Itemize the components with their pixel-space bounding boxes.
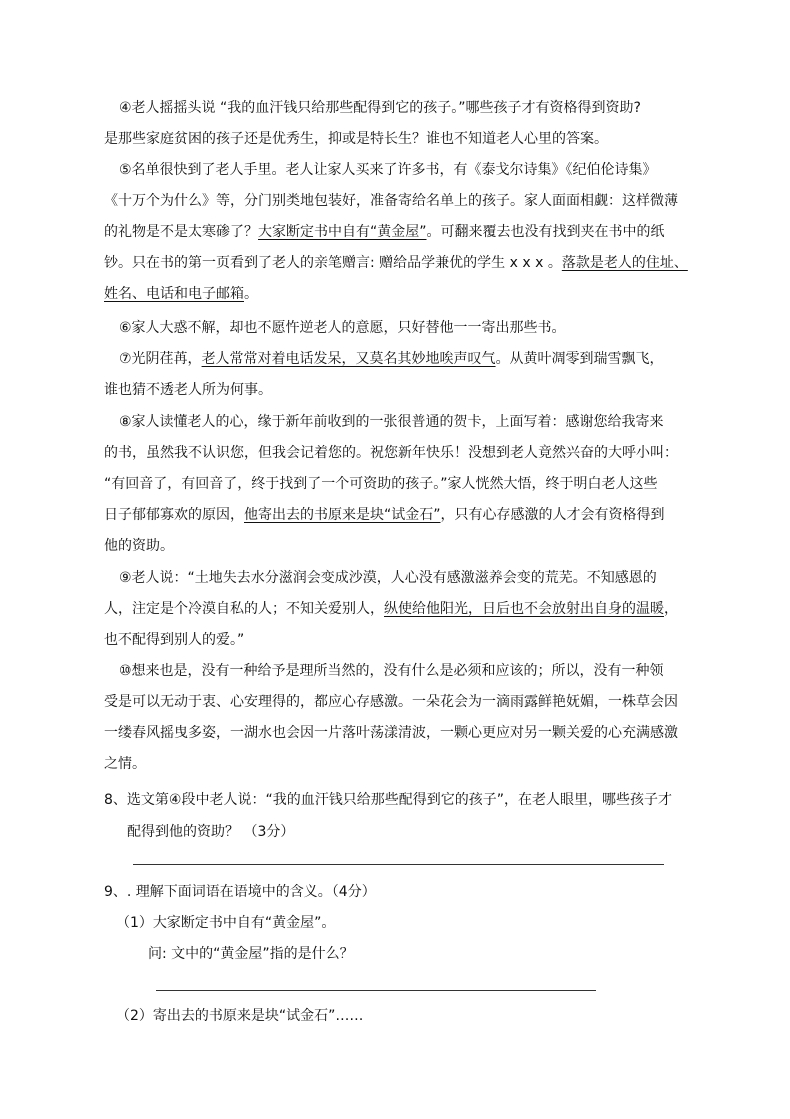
question-9-sub-2: （2）寄出去的书原来是块“试金石”…… [116, 1008, 364, 1024]
text-segment: 日子郁郁寡欢的原因， [104, 507, 244, 523]
answer-line-q8[interactable] [133, 864, 664, 865]
paragraph-10-line-2: 受是可以无动于衷、心安理得的，都应心存感激。一朵花会为一滴雨露鲜艳妩媚，一株草会因 [104, 694, 678, 710]
paragraph-4-line-1: ④老人摇摇头说 “我的血汗钱只给那些配得到它的孩子。”哪些孩子才有资格得到资助? [119, 100, 641, 116]
underlined-phrase-golden-house: 大家断定书中自有“黄金屋” [258, 224, 427, 240]
paragraph-8-line-3: “有回音了，有回音了，终于找到了一个可资助的孩子。”家人恍然大悟，终于明白老人这些 [104, 476, 658, 492]
paragraph-7-line-2: 谁也猜不透老人所为何事。 [104, 382, 272, 398]
paragraph-4 [104, 93, 694, 155]
paragraph-8-line-1: ⑧家人读懂老人的心，缘于新年前收到的一张很普通的贺卡，上面写着：感谢您给我寄来 [119, 414, 664, 430]
paragraph-6-line-1: ⑥家人大惑不解，却也不愿忤逆老人的意愿，只好替他一一寄出那些书。 [119, 320, 566, 336]
paragraph-9-line-2 [104, 594, 694, 625]
paragraph-4-line-2: 是那些家庭贫困的孩子还是优秀生，抑或是特长生？谁也不知道老人心里的答案。 [104, 131, 608, 147]
paragraph-10-line-4: 之情。 [104, 756, 146, 772]
paragraph-10-line-1: ⑩想来也是，没有一种给予是理所当然的，没有什么是必须和应该的；所以，没有一种领 [119, 663, 664, 679]
paragraph-5-line-4 [104, 248, 694, 279]
text-segment: ， [664, 601, 678, 617]
underlined-phrase-signature: 落款是老人的住址、 [561, 255, 688, 271]
paragraph-10-line-3: 一缕春风摇曳多姿，一湖水也会因一片落叶荡漾清波，一颗心更应对另一颗关爱的心充满感激 [104, 725, 678, 741]
paragraph-7-line-1 [104, 344, 694, 375]
paragraph-5-line-2: 《十万个为什么》等，分门别类地包装好，准备寄给名单上的孩子。家人面面相觑：这样微薄 [104, 193, 678, 209]
paragraph-9 [104, 563, 694, 656]
paragraph-8-line-5: 他的资助。 [104, 538, 174, 554]
paragraph-9-line-1: ⑨老人说：“土地失去水分滋润会变成沙漠，人心没有感激滋养会变的荒芜。不知感恩的 [119, 570, 657, 586]
paragraph-10 [104, 656, 694, 780]
question-8-line-1: 8、选文第④段中老人说：“我的血汗钱只给那些配得到它的孩子”，在老人眼里，哪些孩子才 [104, 792, 672, 808]
text-segment: ⑦光阴荏苒， [119, 351, 202, 367]
text-segment: 。可翻来覆去也没有找到夹在书中的纸 [426, 224, 665, 240]
text-segment: 人，注定是个冷漠自私的人；不知关爱别人， [104, 601, 384, 617]
question-8-line-2: 配得到他的资助？ （3分） [127, 824, 295, 840]
text-segment: 。从黄叶凋零到瑞雪飘飞， [495, 351, 664, 367]
underlined-phrase-phone: 老人常常对着电话发呆，又莫名其妙地唉声叹气 [201, 351, 496, 367]
underlined-phrase-sunshine: 纵使给他阳光，日后也不会放射出自身的温暖 [384, 601, 664, 617]
paragraph-5-line-3 [104, 217, 694, 248]
paragraph-7 [104, 344, 694, 406]
paragraph-8 [104, 407, 694, 562]
paragraph-5-line-1: ⑤名单很快到了老人手里。老人让家人买来了许多书，有《泰戈尔诗集》《纪伯伦诗集》 [119, 162, 657, 178]
underlined-phrase-touchstone: 他寄出去的书原来是块“试金石” [244, 507, 441, 523]
text-segment: ，只有心存感激的人才会有资格得到 [440, 507, 665, 523]
paragraph-6 [104, 313, 694, 344]
underlined-phrase-contact: 姓名、电话和电子邮箱 [104, 286, 244, 302]
question-9-title: 9、. 理解下面词语在语境中的含义。（4分） [104, 884, 376, 900]
paragraph-9-line-3: 也不配得到别人的爱。” [104, 632, 245, 648]
text-segment: 钞。只在书的第一页看到了老人的亲笔赠言: 赠给品学兼优的学生 x x x 。 [104, 255, 562, 271]
question-9-sub-1: （1）大家断定书中自有“黄金屋”。 [116, 915, 336, 931]
paragraph-8-line-2: 的书，虽然我不认识您，但我会记着您的。祝您新年快乐！没想到老人竟然兴奋的大呼小叫： [104, 445, 678, 461]
text-segment: 。 [244, 286, 258, 302]
answer-line-q9-1[interactable] [156, 990, 596, 991]
question-9-sub-1-prompt: 问: 文中的“黄金屋”指的是什么？ [148, 946, 354, 962]
paragraph-5 [104, 155, 694, 310]
text-segment: 的礼物是不是太寒碜了？ [104, 224, 258, 240]
paragraph-8-line-4 [104, 500, 694, 531]
paragraph-5-line-5 [104, 279, 694, 310]
